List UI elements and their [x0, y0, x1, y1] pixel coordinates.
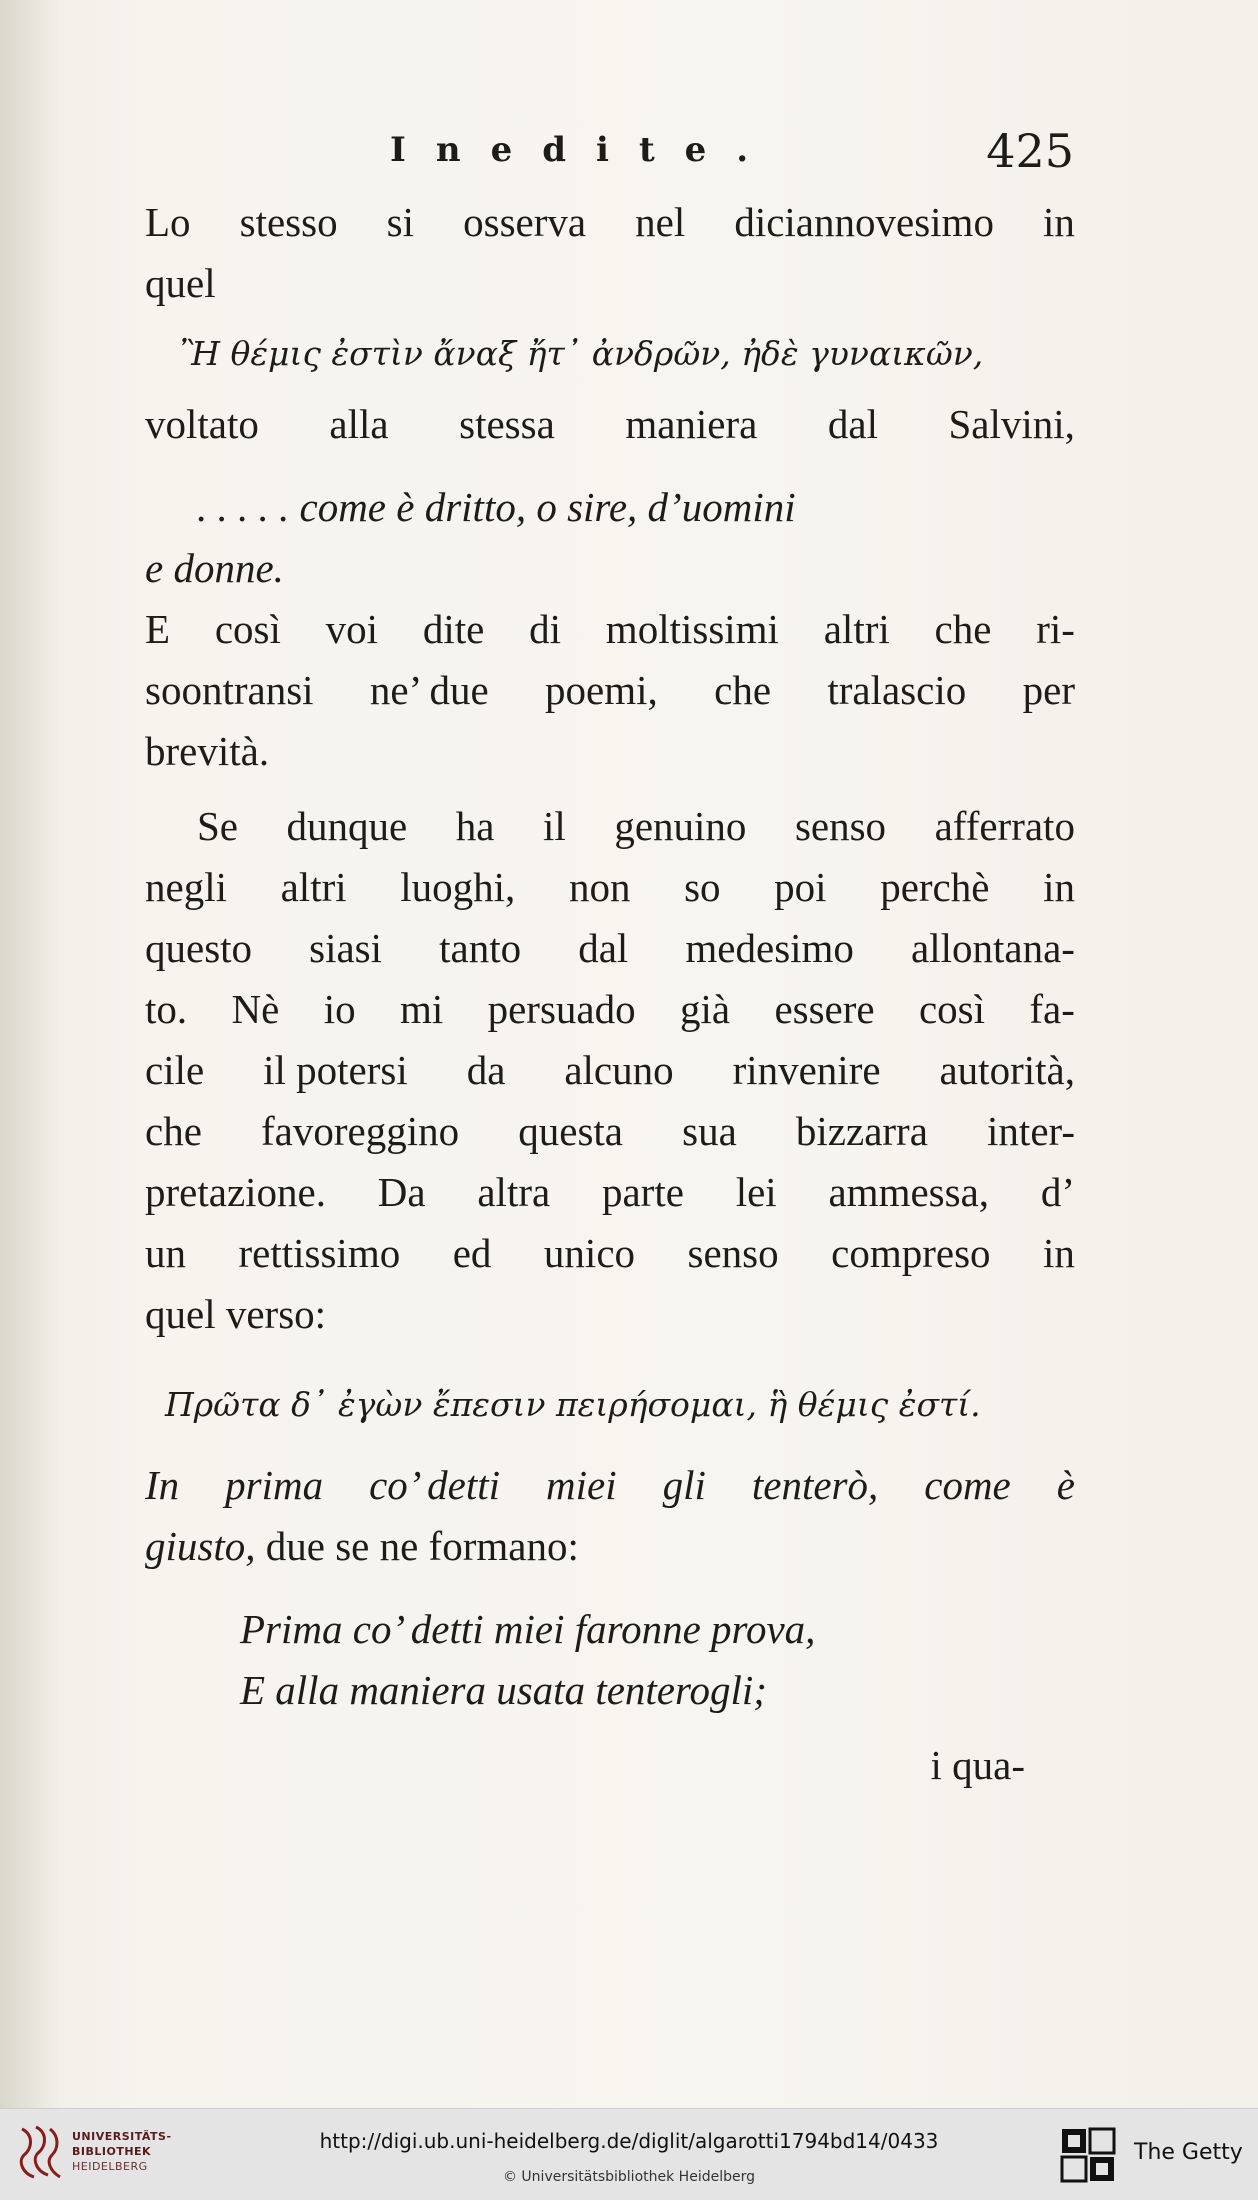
word: tenterò, [751, 1462, 879, 1508]
greek-quotation: Πρῶτα δ᾽ ἐγὼν ἔπεσιν πειρήσομαι, ἣ θέμις ἐστί. [165, 1385, 981, 1424]
word: ammessa, [828, 1169, 990, 1215]
word: inter- [987, 1108, 1075, 1154]
catchword: i qua- [930, 1742, 1025, 1788]
word: Nè [231, 986, 280, 1032]
text-line [145, 660, 1075, 721]
word: rettissimo [238, 1230, 401, 1276]
word: soontransi [145, 667, 314, 713]
word: pretazione. [145, 1169, 326, 1215]
word: siasi [309, 925, 383, 971]
word: dite [422, 606, 485, 652]
word: alcuno [564, 1047, 674, 1093]
word: sua [682, 1108, 737, 1154]
word: parte [601, 1169, 684, 1215]
word: in [1043, 199, 1075, 245]
word: tralascio [827, 667, 967, 713]
text-line [145, 1516, 1075, 1577]
word: fa- [1029, 986, 1075, 1032]
word: il [543, 803, 566, 849]
text-line [145, 857, 1075, 918]
text-line [145, 1040, 1075, 1101]
word: da [466, 1047, 506, 1093]
word: altri [823, 606, 890, 652]
word: nel [635, 199, 686, 245]
verse-quotation: . . . . . come è dritto, o sire, d’uomini [197, 484, 796, 530]
word: un [145, 1230, 186, 1276]
viewer-footer [0, 2108, 1258, 2200]
word: questo [145, 925, 253, 971]
greek-quotation: Ἢ θέμις ἐστὶν ἄναξ ἤτ᾽ ἀνδρῶν, ἠδὲ γυναικῶν, [180, 334, 984, 373]
word: to. [145, 986, 188, 1032]
word: prima [225, 1462, 324, 1508]
word: medesimo [685, 925, 854, 971]
word: si [386, 199, 415, 245]
word: che [145, 1108, 202, 1154]
word: maniera [625, 401, 758, 447]
text-line: brevità. [145, 728, 270, 774]
word: cile [145, 1047, 205, 1093]
word: autorità, [939, 1047, 1075, 1093]
word: negli [145, 864, 227, 910]
text-line [145, 979, 1075, 1040]
word: alla [329, 401, 389, 447]
word: Salvini, [948, 401, 1075, 447]
word: essere [774, 986, 875, 1032]
word: afferrato [934, 803, 1075, 849]
verse-quotation: e donne. [145, 545, 284, 591]
getty-label: The Getty [1134, 2140, 1243, 2165]
getty-logo-icon [1060, 2127, 1116, 2183]
word: dunque [286, 803, 408, 849]
word: perchè [880, 864, 990, 910]
word: come [924, 1462, 1011, 1508]
text-line: quel verso: [145, 1291, 327, 1337]
text-line [145, 599, 1075, 660]
word: non [568, 864, 631, 910]
word: senso [687, 1230, 779, 1276]
word: lei [735, 1169, 777, 1215]
word: io [323, 986, 356, 1032]
text-fragment: due se ne formano: [255, 1523, 579, 1569]
word: è [1056, 1462, 1075, 1508]
word: genuino [614, 803, 747, 849]
word: dal [827, 401, 878, 447]
text-line [145, 796, 1075, 857]
word: il potersi [263, 1047, 408, 1093]
text-line [145, 394, 1075, 455]
word: osserva [463, 199, 587, 245]
word: ne’ due [369, 667, 489, 713]
word: tanto [439, 925, 522, 971]
page-number: 425 [986, 124, 1074, 178]
word: co’ detti [369, 1462, 501, 1508]
word: allontana- [911, 925, 1075, 971]
italic-word: giusto, [145, 1523, 256, 1569]
word: Da [377, 1169, 426, 1215]
word: E [145, 606, 171, 652]
word: senso [794, 803, 887, 849]
word: miei [546, 1462, 617, 1508]
text-line [145, 1162, 1075, 1223]
verse-line: Prima co’ detti miei faronne prova, [240, 1606, 816, 1652]
page-header [140, 124, 1080, 190]
word: mi [399, 986, 444, 1032]
copyright-notice: © Universitätsbibliothek Heidelberg [502, 2169, 755, 2185]
word: questa [518, 1108, 623, 1154]
word: moltissimi [605, 606, 779, 652]
word: persuado [487, 986, 636, 1032]
word: luoghi, [400, 864, 516, 910]
word: dal [578, 925, 629, 971]
text-line [145, 192, 1075, 253]
word: gli [662, 1462, 706, 1508]
word: in [1043, 864, 1075, 910]
text-line: quel [145, 260, 216, 306]
verse-line: E alla maniera usata tenterogli; [240, 1667, 767, 1713]
word: voltato [145, 401, 259, 447]
word: stessa [459, 401, 555, 447]
word: in [1043, 1230, 1075, 1276]
word: compreso [831, 1230, 991, 1276]
word: poi [774, 864, 827, 910]
word: ha [455, 803, 495, 849]
word: favoreggino [261, 1108, 460, 1154]
word: per [1022, 667, 1075, 713]
word: ri- [1036, 606, 1075, 652]
page-text [145, 192, 1075, 1796]
text-line [145, 918, 1075, 979]
word: così [918, 986, 986, 1032]
word: unico [543, 1230, 636, 1276]
text-line [145, 1223, 1075, 1284]
word: In [145, 1462, 180, 1508]
word: così [214, 606, 281, 652]
word: poemi, [545, 667, 658, 713]
word: so [684, 864, 721, 910]
permalink-url[interactable]: http://digi.ub.uni-heidelberg.de/diglit/algarotti1794bd14/0433 [319, 2129, 939, 2153]
word: già [679, 986, 731, 1032]
word: d’ [1040, 1169, 1075, 1215]
word: di [529, 606, 562, 652]
word: che [934, 606, 992, 652]
word: che [714, 667, 772, 713]
word: diciannovesimo [734, 199, 994, 245]
word: Lo [145, 199, 191, 245]
running-head: Inedite. [390, 130, 779, 170]
translation-line [145, 1455, 1075, 1516]
gutter-shadow [0, 0, 60, 2108]
university-library-name: UNIVERSITÄTS- BIBLIOTHEK HEIDELBERG [72, 2130, 172, 2173]
word: rinvenire [732, 1047, 881, 1093]
word: stesso [239, 199, 338, 245]
word: voi [325, 606, 379, 652]
word: altra [477, 1169, 551, 1215]
word: altri [280, 864, 347, 910]
word: Se [197, 803, 238, 849]
word: ed [452, 1230, 492, 1276]
word: bizzarra [795, 1108, 928, 1154]
text-line [145, 1101, 1075, 1162]
